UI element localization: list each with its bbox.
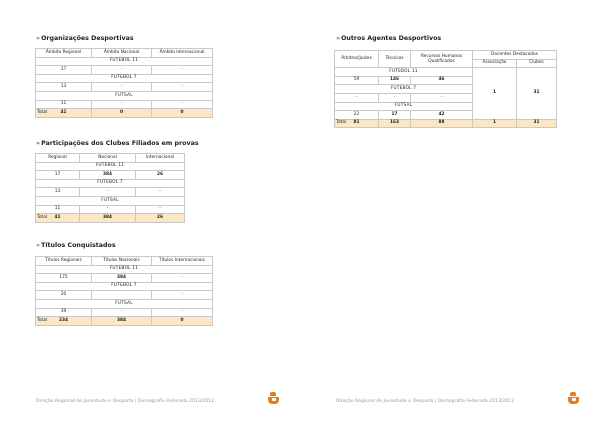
logo-right-icon [568, 392, 580, 406]
table-cell: FUTEBOL 11 [36, 265, 213, 274]
table-cell: - [152, 291, 213, 300]
table-cell: 26 [136, 214, 185, 223]
table-cell: 11 [36, 205, 80, 214]
table-header-row [36, 154, 185, 163]
docentes-clubes-cell: 31 [517, 68, 557, 120]
column-header: Árbitros/Juízes [335, 51, 379, 68]
table-cell: FUTEBOL 7 [36, 74, 213, 83]
arrow-icon: » [36, 35, 41, 42]
group-row [36, 179, 185, 188]
table-cell: 46 [411, 76, 473, 85]
section-title-titulos: »Títulos Conquistados [36, 242, 116, 249]
table-cell: 146 [379, 76, 411, 85]
table-cell: Total 234 [36, 317, 92, 326]
section-title-agentes: »Outros Agentes Desportivos [336, 35, 442, 42]
total-row [36, 214, 185, 223]
group-row [36, 299, 213, 308]
table-row [36, 205, 185, 214]
agentes-table [334, 50, 557, 128]
table-cell: 17 [36, 171, 80, 180]
table-cell: FUTSAL [36, 196, 185, 205]
table-cell: FUTEBOL 11 [36, 57, 213, 66]
total-row [335, 119, 557, 128]
table-cell: 1 [473, 119, 517, 128]
table-cell: - [152, 274, 213, 283]
group-row [36, 265, 213, 274]
table-cell: 0 [92, 109, 152, 118]
table-cell: 59 [335, 76, 379, 85]
table-cell: - [152, 66, 213, 75]
column-header: Recursos Humanos Qualificados [411, 51, 473, 68]
table-cell: 39 [36, 308, 92, 317]
table-cell: - [80, 205, 136, 214]
table-cell: 163 [379, 119, 411, 128]
table-row [36, 188, 185, 197]
arrow-icon: » [36, 140, 41, 147]
table-row [36, 171, 185, 180]
table-cell: - [92, 308, 152, 317]
table-cell: 13 [36, 188, 80, 197]
participacoes-table [35, 153, 185, 223]
column-header: Associação [473, 59, 517, 68]
organizacoes-table [35, 48, 213, 118]
table-cell: FUTEBOL 7 [36, 179, 185, 188]
table-cell: - [335, 93, 379, 102]
table-cell: 31 [517, 119, 557, 128]
column-header: Âmbito Regional [36, 49, 92, 58]
table-cell: 11 [36, 100, 92, 109]
column-header: Clubes [517, 59, 557, 68]
arrow-icon: » [36, 242, 41, 249]
column-header: Internacional [136, 154, 185, 163]
table-cell: - [152, 83, 213, 92]
column-header: Títulos Nacionais [92, 257, 152, 266]
table-cell: FUTSAL [36, 299, 213, 308]
titulos-table [35, 256, 213, 326]
column-header: Âmbito Internacional [152, 49, 213, 58]
group-row [36, 74, 213, 83]
total-row [36, 317, 213, 326]
arrow-icon: » [336, 35, 341, 42]
total-row [36, 109, 213, 118]
group-row [36, 196, 185, 205]
page-footer-left: Direção Regional de Juventude e Desporto | Demografia Federada 2013/2012 [36, 399, 215, 404]
table-cell: 26 [136, 171, 185, 180]
group-row [36, 57, 213, 66]
table-cell: - [92, 100, 152, 109]
column-header: Técnicos [379, 51, 411, 68]
group-row [335, 68, 557, 77]
table-header-row [36, 49, 213, 58]
table-header-row [36, 257, 213, 266]
group-row [36, 91, 213, 100]
table-cell: FUTEBOL 11 [335, 68, 473, 77]
table-row [36, 308, 213, 317]
table-cell: 17 [379, 111, 411, 120]
table-cell: Total 41 [36, 109, 92, 118]
table-header-row [335, 51, 557, 60]
table-cell: 13 [36, 83, 92, 92]
column-header: Regional [36, 154, 80, 163]
table-cell: - [152, 100, 213, 109]
table-cell: - [80, 188, 136, 197]
table-cell: 384 [80, 171, 136, 180]
column-header: Âmbito Nacional [92, 49, 152, 58]
table-cell: FUTSAL [36, 91, 213, 100]
table-cell: 20 [36, 291, 92, 300]
table-cell: FUTEBOL 11 [36, 162, 185, 171]
table-cell: 384 [80, 214, 136, 223]
table-row [36, 291, 213, 300]
table-row [36, 274, 213, 283]
table-cell: FUTSAL [335, 102, 473, 111]
table-cell: 42 [411, 111, 473, 120]
table-cell: 0 [152, 317, 213, 326]
table-cell: - [136, 205, 185, 214]
group-row [36, 162, 185, 171]
docentes-associacao-cell: 1 [473, 68, 517, 120]
table-cell: Total 41 [36, 214, 80, 223]
section-title-organizacoes: »Organizações Desportivas [36, 35, 134, 42]
table-cell: 88 [411, 119, 473, 128]
column-header: Títulos Internacionais [152, 257, 213, 266]
table-cell [92, 291, 152, 300]
table-cell: 17 [36, 66, 92, 75]
table-cell: - [92, 66, 152, 75]
table-cell: - [136, 188, 185, 197]
column-header: Docentes Destacados [473, 51, 557, 60]
table-cell: 384 [92, 274, 152, 283]
page-footer-right: Direção Regional de Juventude e Desporto | Demografia Federada 2013/2012 [336, 399, 515, 404]
table-row [36, 83, 213, 92]
table-cell: - [411, 93, 473, 102]
table-cell: 384 [92, 317, 152, 326]
table-cell: - [152, 308, 213, 317]
group-row [36, 282, 213, 291]
logo-left-icon [268, 392, 280, 406]
table-cell: Total 81 [335, 119, 379, 128]
table-cell: FUTEBOL 7 [36, 282, 213, 291]
section-title-participacoes: »Participações dos Clubes Filiados em provas [36, 140, 199, 147]
table-row [36, 66, 213, 75]
table-cell: 22 [335, 111, 379, 120]
table-cell: FUTEBOL 7 [335, 85, 473, 94]
table-cell: 0 [152, 109, 213, 118]
column-header: Títulos Regionais [36, 257, 92, 266]
table-row [36, 100, 213, 109]
table-cell: 175 [36, 274, 92, 283]
column-header: Nacional [80, 154, 136, 163]
table-cell: - [92, 83, 152, 92]
table-cell: - [379, 93, 411, 102]
